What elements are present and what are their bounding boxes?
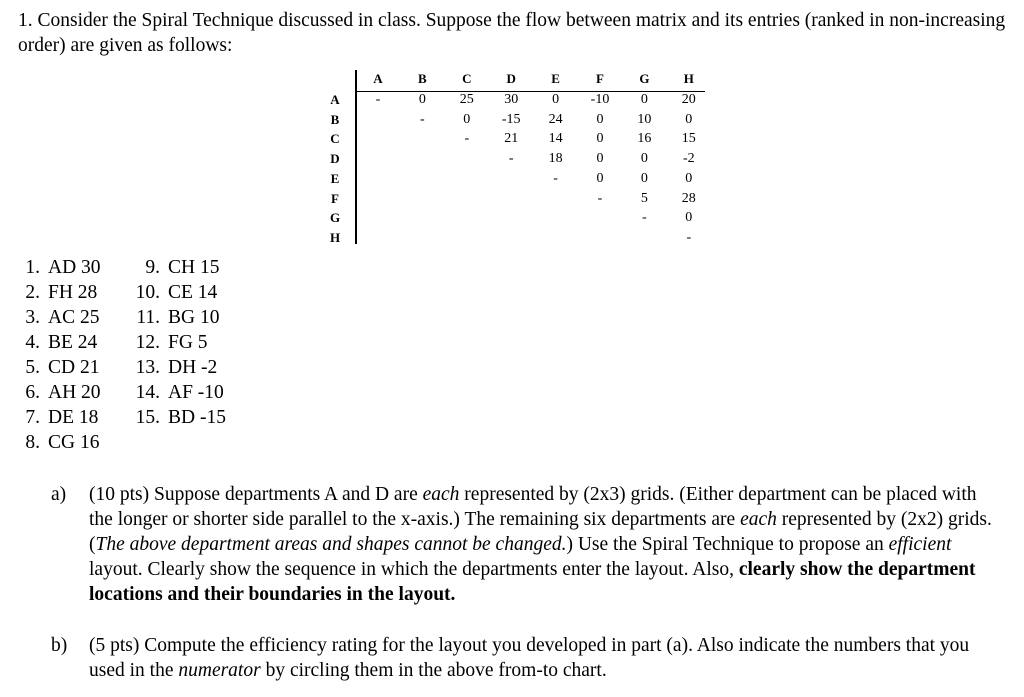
matrix-col-header: A xyxy=(373,71,383,86)
matrix-cell: 0 xyxy=(596,151,604,167)
ranking-item-text: AF -10 xyxy=(168,382,224,403)
matrix-cell: 0 xyxy=(685,170,693,186)
matrix-col-header: G xyxy=(639,71,650,86)
ranking-item-number: 13. xyxy=(135,357,160,378)
question-a-label: a) xyxy=(51,484,67,505)
question-a-text: (10 pts) Suppose departments A and D are each represented by (2x3) grids. (Either department can be placed with the longer or shorter side parallel to the x-axis.) The remaining six departments are each represented by (2x2) grids. (The above department areas and shapes cannot be changed.) Use the Spiral Technique to propose an efficient layout. Clearly show the sequence in which the departments enter the layout. Also, clearly show the department locations and their boundaries in the layout. xyxy=(89,484,992,605)
ranking-item xyxy=(18,430,101,455)
ranking-item xyxy=(18,330,101,355)
ranking-item-number: 9. xyxy=(145,257,160,278)
ranking-item-number: 5. xyxy=(25,357,40,378)
matrix-cell: 0 xyxy=(418,92,426,107)
matrix-row-header: D xyxy=(330,151,340,167)
matrix-cell: 0 xyxy=(463,111,471,127)
matrix-cell: 0 xyxy=(640,92,648,107)
matrix-row-header: F xyxy=(331,190,339,206)
matrix-cell: - xyxy=(553,170,558,186)
matrix-col-header: B xyxy=(418,71,427,86)
ranking-item xyxy=(18,405,101,430)
matrix-col-header: C xyxy=(462,71,472,86)
ranking-item xyxy=(130,305,226,330)
matrix-row-header: G xyxy=(329,210,341,226)
ranking-item-number: 4. xyxy=(25,332,40,353)
from-to-matrix xyxy=(315,70,715,245)
matrix-cell: -2 xyxy=(682,151,695,167)
matrix-col-header: H xyxy=(683,71,694,86)
ranking-column-1 xyxy=(18,255,101,455)
matrix-cell: 0 xyxy=(640,151,648,167)
matrix-cell: - xyxy=(375,92,381,107)
ranking-item-number: 2. xyxy=(25,282,40,303)
matrix-row-header: C xyxy=(330,131,340,147)
ranking-item-text: CD 21 xyxy=(48,357,100,378)
matrix-cell: - xyxy=(464,131,470,147)
matrix-cell: - xyxy=(420,111,425,127)
ranking-item-number: 11. xyxy=(136,307,160,328)
matrix-cell: 14 xyxy=(548,131,563,147)
ranking-item xyxy=(18,355,101,380)
ranking-item-text: FG 5 xyxy=(168,332,208,353)
matrix-cell: -10 xyxy=(590,92,610,107)
matrix-cell: 0 xyxy=(640,170,648,186)
matrix-cell: 24 xyxy=(548,111,563,127)
ranking-item-text: BE 24 xyxy=(48,332,98,353)
question-a xyxy=(51,482,1011,607)
matrix-cell: 0 xyxy=(596,131,604,147)
matrix-col-header: D xyxy=(506,71,516,86)
ranking-item xyxy=(18,305,101,330)
ranking-item xyxy=(130,330,226,355)
matrix-row-header: B xyxy=(330,111,340,127)
ranking-item xyxy=(18,255,101,280)
ranking-item-text: AH 20 xyxy=(48,382,101,403)
ranking-item-text: BG 10 xyxy=(168,307,220,328)
question-b-label: b) xyxy=(51,635,68,656)
matrix-cell: - xyxy=(642,210,647,226)
matrix-cell: 0 xyxy=(685,210,693,226)
matrix-cell: 21 xyxy=(504,131,519,147)
ranking-item-number: 1. xyxy=(25,257,40,278)
matrix-cell: 28 xyxy=(681,190,696,206)
ranking-item-number: 15. xyxy=(135,407,160,428)
matrix-cell: 25 xyxy=(459,92,474,107)
ranking-item xyxy=(18,380,101,405)
ranking-item-text: CG 16 xyxy=(48,432,100,453)
ranking-item-text: AD 30 xyxy=(48,257,101,278)
ranking-item xyxy=(130,280,226,305)
matrix-cell: 15 xyxy=(681,131,696,147)
ranking-item-number: 8. xyxy=(25,432,40,453)
ranking-item-text: CE 14 xyxy=(168,282,218,303)
matrix-cell: 5 xyxy=(640,190,648,206)
ranking-item xyxy=(130,255,226,280)
question-b-text: (5 pts) Compute the efficiency rating for the layout you developed in part (a). Also indicate the numbers that you used in the numerator by circling them in the above from-to chart. xyxy=(89,635,970,681)
ranking-item-number: 12. xyxy=(135,332,160,353)
matrix-row-header: H xyxy=(329,229,341,245)
ranking-item-number: 3. xyxy=(25,307,40,328)
ranking-column-2 xyxy=(130,255,226,430)
ranking-item xyxy=(18,280,101,305)
ranking-item-text: FH 28 xyxy=(48,282,98,303)
question-b xyxy=(51,633,1011,683)
matrix-cell: 20 xyxy=(681,92,696,107)
ranking-item-number: 10. xyxy=(135,282,160,303)
matrix-cell: 18 xyxy=(548,151,563,167)
ranking-item-number: 7. xyxy=(25,407,40,428)
matrix-cell: 0 xyxy=(596,111,604,127)
matrix-cell: 0 xyxy=(552,92,560,107)
matrix-col-header: F xyxy=(596,71,604,86)
ranking-item xyxy=(130,405,226,430)
ranking-item xyxy=(130,355,226,380)
matrix-vertical-rule xyxy=(355,70,357,244)
ranking-item-text: CH 15 xyxy=(168,257,220,278)
matrix-cell: 16 xyxy=(637,131,652,147)
matrix-cell: 30 xyxy=(504,92,519,107)
matrix-row-header: A xyxy=(330,92,340,107)
matrix-cell: - xyxy=(686,229,692,245)
ranking-item-text: DE 18 xyxy=(48,407,99,428)
matrix-col-header: E xyxy=(551,71,560,86)
ranking-item-text: BD -15 xyxy=(168,407,226,428)
problem-intro: 1. Consider the Spiral Technique discussed in class. Suppose the flow between matrix and its entries (ranked in non-increasing order) are given as follows: xyxy=(18,10,1006,56)
ranking-item xyxy=(130,380,226,405)
matrix-cell: - xyxy=(508,151,514,167)
matrix-row-header: E xyxy=(330,170,340,186)
matrix-cell: 0 xyxy=(596,170,604,186)
ranking-item-text: DH -2 xyxy=(168,357,218,378)
matrix-cell: -15 xyxy=(501,111,521,127)
ranking-item-text: AC 25 xyxy=(48,307,100,328)
matrix-cell: - xyxy=(597,190,603,206)
ranking-item-number: 14. xyxy=(135,382,160,403)
ranking-item-number: 6. xyxy=(25,382,40,403)
matrix-cell: 0 xyxy=(685,111,693,127)
matrix-cell: 10 xyxy=(637,111,652,127)
